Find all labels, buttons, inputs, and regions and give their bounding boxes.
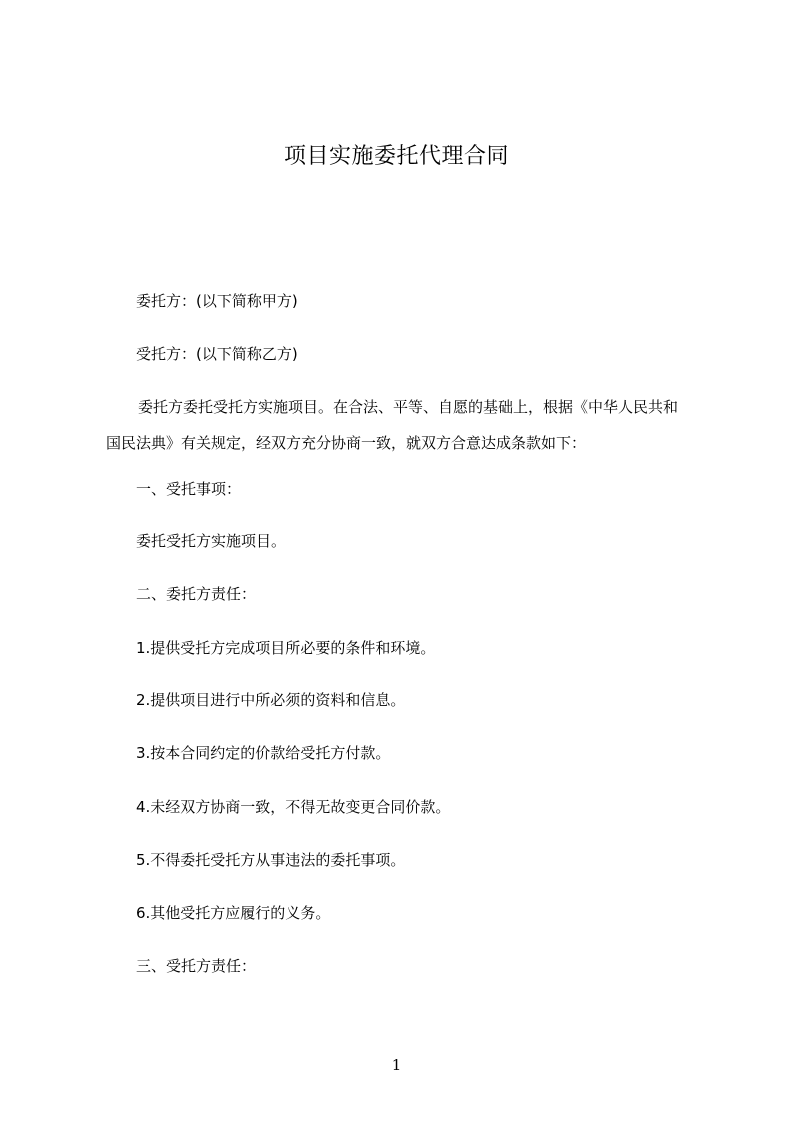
document-title: 项目实施委托代理合同 [283,144,509,169]
section1-heading: 一、受托事项： [136,480,242,498]
page-number: 1 [391,1056,402,1074]
section2-item: 3.按本合同约定的价款给受托方付款。 [136,744,391,762]
client-party-line: 委托方：(以下简称甲方) [136,292,298,310]
section2-item: 5.不得委托受托方从事违法的委托事项。 [136,851,406,869]
section2-heading: 二、委托方责任： [136,585,257,603]
intro-paragraph: 委托方委托受托方实施项目。在合法、平等、自愿的基础上，根据《中华人民共和国民法典》有关规定，经双方充分协商一致，就双方合意达成条款如下： [106,398,679,452]
section2-item: 2.提供项目进行中所必须的资料和信息。 [136,691,406,709]
section2-item: 6.其他受托方应履行的义务。 [136,904,331,922]
agent-party-line: 受托方：(以下简称乙方) [136,345,298,363]
section3-heading: 三、受托方责任： [136,957,257,975]
section2-item: 4.未经双方协商一致，不得无故变更合同价款。 [136,798,451,816]
section2-item: 1.提供受托方完成项目所必要的条件和环境。 [136,639,436,657]
section1-body: 委托受托方实施项目。 [136,532,287,550]
